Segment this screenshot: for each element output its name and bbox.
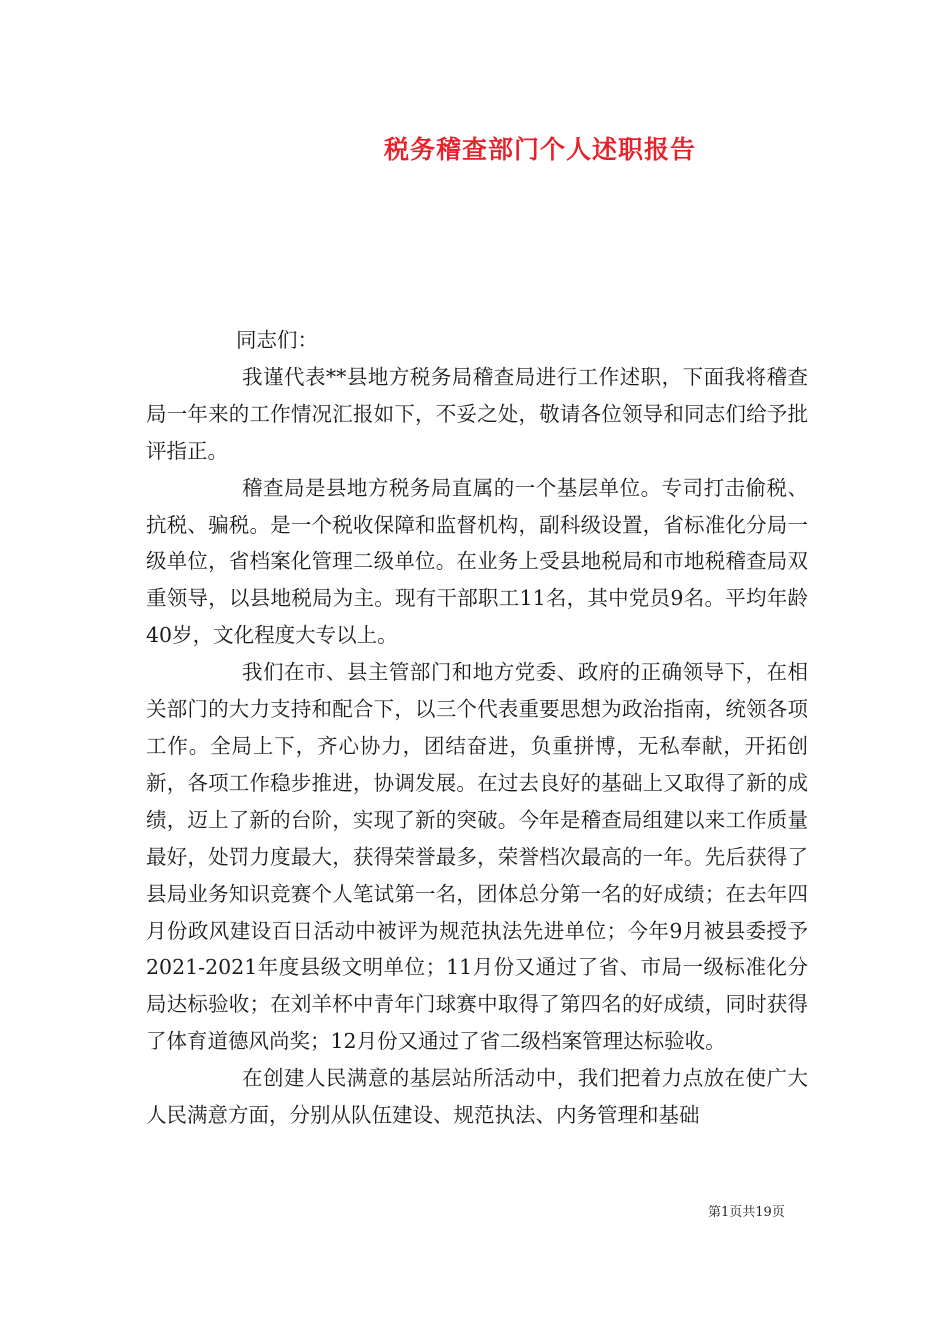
page-number: 第1页共19页	[708, 1205, 785, 1220]
paragraph-intro: 我谨代表**县地方税务局稽查局进行工作述职，下面我将稽查局一年来的工作情况汇报如下，不妥之处，敬请各位领导和同志们给予批评指正。	[146, 364, 808, 463]
document-title: 税务稽查部门个人述职报告	[383, 135, 696, 164]
paragraph-achievements: 我们在市、县主管部门和地方党委、政府的正确领导下，在相关部门的大力支持和配合下，以三个代表重要思想为政治指南，统领各项工作。全局上下，齐心协力，团结奋进，负重拼博，无私奉献，开拓创新，各项工作稳步推进，协调发展。在过去良好的基础上又取得了新的成绩，迈上了新的台阶，实现了新的突破。今年是稽查局组建以来工作质量最好，处罚力度最大，获得荣誉最多，荣誉档次最高的一年。先后获得了县局业务知识竞赛个人笔试第一名，团体总分第一名的好成绩；在去年四月份政风建设百日活动中被评为规范执法先进单位；今年9月被县委授予2021-2021年度县级文明单位；11月份又通过了省、市局一级标准化分局达标验收；在刘羊杯中青年门球赛中取得了第四名的好成绩，同时获得了体育道德风尚奖；12月份又通过了省二级档案管理达标验收。	[146, 660, 808, 1054]
document-body	[146, 322, 808, 1134]
greeting: 同志们：	[236, 328, 318, 352]
paragraph-bureau-overview: 稽查局是县地方税务局直属的一个基层单位。专司打击偷税、抗税、骗税。是一个税收保障和监督机构，副科级设置，省标准化分局一级单位，省档案化管理二级单位。在业务上受县地税局和市地税稽查局双重领导，以县地税局为主。现有干部职工11名，其中党员9名。平均年龄40岁，文化程度大专以上。	[146, 475, 808, 648]
paragraph-satisfaction-campaign: 在创建人民满意的基层站所活动中，我们把着力点放在使广大人民满意方面，分别从队伍建设、规范执法、内务管理和基础	[146, 1066, 808, 1128]
